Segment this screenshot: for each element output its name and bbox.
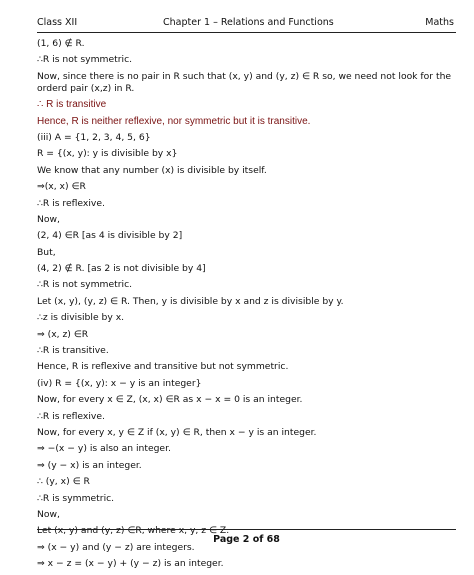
text-line: (iii) A = {1, 2, 3, 4, 5, 6} bbox=[37, 131, 151, 143]
page-header bbox=[37, 16, 456, 33]
text-line: R = {(x, y): y is divisible by x} bbox=[37, 148, 178, 160]
text-line: (1, 6) ∉ R. bbox=[37, 38, 85, 49]
text-line: ⇒ (x − y) and (y − z) are integers. bbox=[37, 541, 195, 553]
text-line: ∴R is reflexive. bbox=[37, 197, 105, 209]
text-line: ∴ (y, x) ∈ R bbox=[37, 476, 90, 488]
text-line: ⇒ (x, z) ∈R bbox=[37, 328, 89, 340]
text-line: ∴R is reflexive. bbox=[37, 410, 105, 422]
text-line: (iv) R = {(x, y): x − y is an integer} bbox=[37, 377, 202, 389]
header-chapter: Chapter 1 – Relations and Functions bbox=[163, 17, 334, 28]
text-line: ⇒(x, x) ∈R bbox=[37, 181, 86, 193]
text-line: ⇒ −(x − y) is also an integer. bbox=[37, 443, 171, 455]
header-class: Class XII bbox=[37, 17, 78, 28]
text-line: Hence, R is reflexive and transitive but not symmetric. bbox=[37, 361, 289, 373]
text-line: (2, 4) ∈R [as 4 is divisible by 2] bbox=[37, 230, 183, 242]
text-line: ⇒ x − z = (x − y) + (y − z) is an integer. bbox=[37, 558, 224, 570]
text-line: (4, 2) ∉ R. [as 2 is not divisible by 4] bbox=[37, 263, 206, 275]
text-line: But, bbox=[37, 246, 56, 258]
text-line: ∴z is divisible by x. bbox=[37, 312, 125, 324]
text-line: Now, bbox=[37, 508, 60, 520]
text-line: ∴R is not symmetric. bbox=[37, 279, 133, 291]
text-line: Let (x, y) and (y, z) ∈R, where x, y, z ∈ Z. bbox=[37, 525, 230, 537]
page-footer bbox=[37, 529, 456, 545]
text-line: Now, since there is no pair in R such that (x, y) and (y, z) ∈ R so, we need not look for the orderd pair (x,z) in R. bbox=[37, 70, 452, 94]
text-line: ∴R is symmetric. bbox=[37, 492, 115, 504]
page-content bbox=[37, 38, 457, 575]
text-line: Now, for every x ∈ Z, (x, x) ∈R as x − x = 0 is an integer. bbox=[37, 394, 303, 406]
text-line: ⇒ (y − x) is an integer. bbox=[37, 459, 142, 471]
text-line: ∴R is transitive. bbox=[37, 345, 109, 357]
text-line: Now, bbox=[37, 213, 60, 225]
header-subject: Maths bbox=[425, 17, 454, 28]
text-line: Now, for every x, y ∈ Z if (x, y) ∈ R, then x − y is an integer. bbox=[37, 426, 317, 438]
text-line: ∴R is not symmetric. bbox=[37, 54, 133, 66]
page-number: Page 2 of 68 bbox=[213, 534, 280, 545]
text-line: ∴ R is transitive bbox=[37, 99, 107, 111]
text-line: Let (x, y), (y, z) ∈ R. Then, y is divisible by x and z is divisible by y. bbox=[37, 295, 344, 307]
text-line: We know that any number (x) is divisible by itself. bbox=[37, 164, 267, 176]
text-line: Hence, R is neither reflexive, nor symmetric but it is transitive. bbox=[37, 115, 311, 127]
